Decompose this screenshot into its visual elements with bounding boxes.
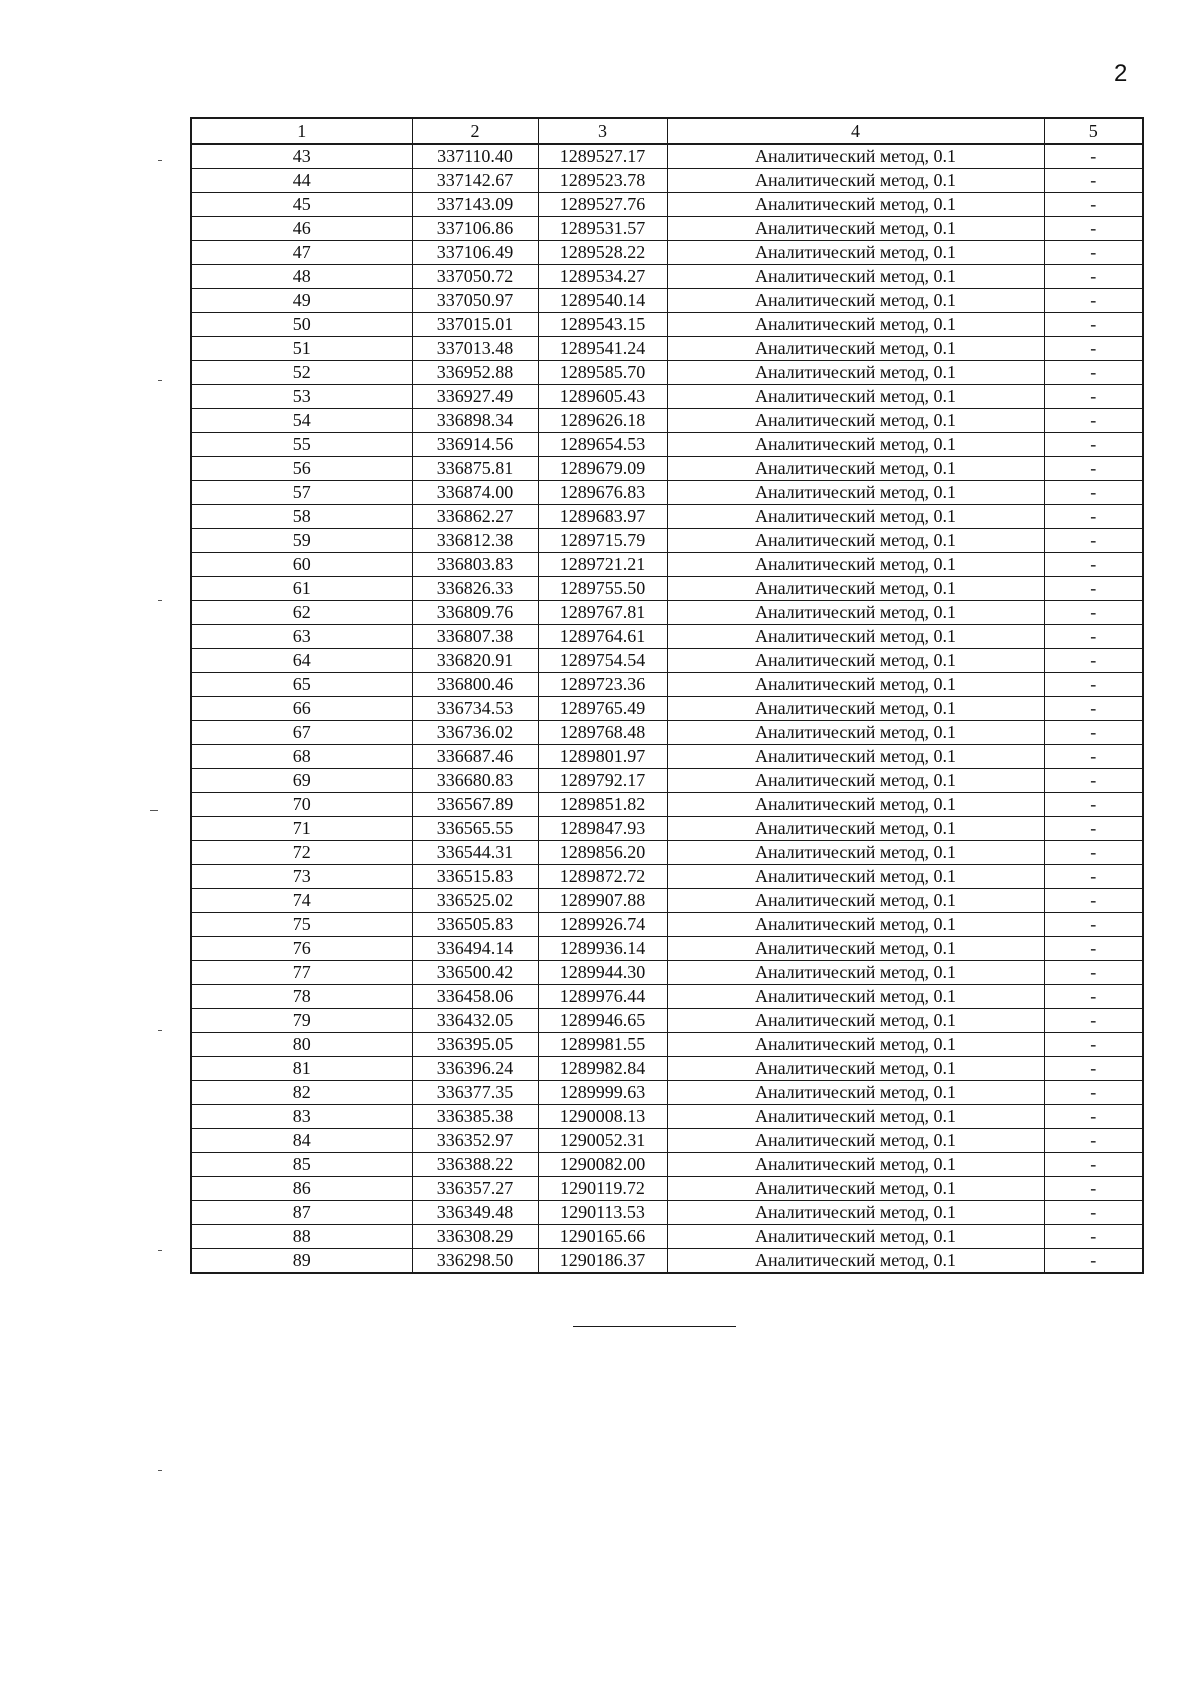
cell-coordinate-x: 336862.27 xyxy=(412,505,538,529)
table-row xyxy=(191,1081,1143,1105)
cell-coordinate-y: 1289847.93 xyxy=(538,817,667,841)
cell-method-accuracy: Аналитический метод, 0.1 xyxy=(667,577,1044,601)
cell-coordinate-y: 1290052.31 xyxy=(538,1129,667,1153)
cell-method-accuracy: Аналитический метод, 0.1 xyxy=(667,769,1044,793)
cell-point-number: 80 xyxy=(191,1033,412,1057)
cell-method-accuracy: Аналитический метод, 0.1 xyxy=(667,193,1044,217)
cell-coordinate-y: 1289626.18 xyxy=(538,409,667,433)
cell-coordinate-x: 336820.91 xyxy=(412,649,538,673)
cell-point-number: 78 xyxy=(191,985,412,1009)
cell-coordinate-y: 1289926.74 xyxy=(538,913,667,937)
cell-coordinate-y: 1289907.88 xyxy=(538,889,667,913)
cell-coordinate-y: 1289523.78 xyxy=(538,169,667,193)
cell-method-accuracy: Аналитический метод, 0.1 xyxy=(667,793,1044,817)
cell-coordinate-x: 336826.33 xyxy=(412,577,538,601)
cell-note: - xyxy=(1044,1033,1143,1057)
cell-note: - xyxy=(1044,553,1143,577)
table-row xyxy=(191,553,1143,577)
cell-point-number: 44 xyxy=(191,169,412,193)
table-row xyxy=(191,481,1143,505)
table-row xyxy=(191,721,1143,745)
cell-coordinate-x: 337142.67 xyxy=(412,169,538,193)
cell-coordinate-x: 336736.02 xyxy=(412,721,538,745)
cell-coordinate-y: 1289679.09 xyxy=(538,457,667,481)
cell-coordinate-y: 1289801.97 xyxy=(538,745,667,769)
cell-point-number: 89 xyxy=(191,1249,412,1274)
cell-note: - xyxy=(1044,913,1143,937)
cell-coordinate-x: 336349.48 xyxy=(412,1201,538,1225)
cell-coordinate-x: 336952.88 xyxy=(412,361,538,385)
cell-note: - xyxy=(1044,361,1143,385)
cell-coordinate-y: 1289944.30 xyxy=(538,961,667,985)
cell-note: - xyxy=(1044,769,1143,793)
cell-method-accuracy: Аналитический метод, 0.1 xyxy=(667,1009,1044,1033)
cell-coordinate-x: 336803.83 xyxy=(412,553,538,577)
cell-note: - xyxy=(1044,433,1143,457)
cell-note: - xyxy=(1044,1177,1143,1201)
cell-coordinate-y: 1289527.76 xyxy=(538,193,667,217)
cell-coordinate-x: 336432.05 xyxy=(412,1009,538,1033)
cell-coordinate-x: 336687.46 xyxy=(412,745,538,769)
cell-method-accuracy: Аналитический метод, 0.1 xyxy=(667,865,1044,889)
scan-speck xyxy=(158,600,162,601)
cell-coordinate-y: 1289676.83 xyxy=(538,481,667,505)
cell-coordinate-y: 1289768.48 xyxy=(538,721,667,745)
cell-point-number: 69 xyxy=(191,769,412,793)
cell-coordinate-x: 336298.50 xyxy=(412,1249,538,1274)
cell-coordinate-x: 336500.42 xyxy=(412,961,538,985)
table-row xyxy=(191,889,1143,913)
table-row xyxy=(191,1225,1143,1249)
table-row xyxy=(191,1009,1143,1033)
cell-note: - xyxy=(1044,457,1143,481)
column-header-4: 4 xyxy=(667,118,1044,144)
cell-coordinate-y: 1290186.37 xyxy=(538,1249,667,1274)
cell-point-number: 49 xyxy=(191,289,412,313)
cell-coordinate-x: 336812.38 xyxy=(412,529,538,553)
cell-point-number: 43 xyxy=(191,144,412,169)
cell-method-accuracy: Аналитический метод, 0.1 xyxy=(667,817,1044,841)
cell-point-number: 72 xyxy=(191,841,412,865)
table-row xyxy=(191,937,1143,961)
cell-coordinate-y: 1289534.27 xyxy=(538,265,667,289)
cell-coordinate-y: 1289654.53 xyxy=(538,433,667,457)
table-row xyxy=(191,1033,1143,1057)
cell-coordinate-y: 1289541.24 xyxy=(538,337,667,361)
cell-method-accuracy: Аналитический метод, 0.1 xyxy=(667,745,1044,769)
cell-note: - xyxy=(1044,241,1143,265)
cell-method-accuracy: Аналитический метод, 0.1 xyxy=(667,481,1044,505)
cell-method-accuracy: Аналитический метод, 0.1 xyxy=(667,1201,1044,1225)
table-body xyxy=(191,144,1143,1273)
table-row xyxy=(191,385,1143,409)
cell-coordinate-x: 336807.38 xyxy=(412,625,538,649)
cell-note: - xyxy=(1044,673,1143,697)
cell-coordinate-y: 1290165.66 xyxy=(538,1225,667,1249)
cell-method-accuracy: Аналитический метод, 0.1 xyxy=(667,289,1044,313)
cell-coordinate-x: 336377.35 xyxy=(412,1081,538,1105)
cell-method-accuracy: Аналитический метод, 0.1 xyxy=(667,1129,1044,1153)
cell-note: - xyxy=(1044,697,1143,721)
cell-coordinate-x: 336734.53 xyxy=(412,697,538,721)
cell-coordinate-x: 337106.86 xyxy=(412,217,538,241)
cell-method-accuracy: Аналитический метод, 0.1 xyxy=(667,457,1044,481)
cell-coordinate-x: 336914.56 xyxy=(412,433,538,457)
cell-coordinate-y: 1289755.50 xyxy=(538,577,667,601)
table-row xyxy=(191,577,1143,601)
cell-note: - xyxy=(1044,625,1143,649)
table-row xyxy=(191,769,1143,793)
table-row xyxy=(191,1153,1143,1177)
cell-coordinate-y: 1289946.65 xyxy=(538,1009,667,1033)
table-row xyxy=(191,601,1143,625)
cell-point-number: 75 xyxy=(191,913,412,937)
cell-note: - xyxy=(1044,505,1143,529)
table-row xyxy=(191,817,1143,841)
cell-point-number: 65 xyxy=(191,673,412,697)
cell-coordinate-y: 1289540.14 xyxy=(538,289,667,313)
cell-method-accuracy: Аналитический метод, 0.1 xyxy=(667,217,1044,241)
cell-point-number: 79 xyxy=(191,1009,412,1033)
cell-coordinate-y: 1289999.63 xyxy=(538,1081,667,1105)
cell-method-accuracy: Аналитический метод, 0.1 xyxy=(667,1249,1044,1274)
cell-point-number: 84 xyxy=(191,1129,412,1153)
cell-point-number: 62 xyxy=(191,601,412,625)
table-row xyxy=(191,649,1143,673)
cell-point-number: 74 xyxy=(191,889,412,913)
cell-coordinate-y: 1289543.15 xyxy=(538,313,667,337)
cell-method-accuracy: Аналитический метод, 0.1 xyxy=(667,1105,1044,1129)
cell-note: - xyxy=(1044,577,1143,601)
cell-coordinate-y: 1289605.43 xyxy=(538,385,667,409)
cell-coordinate-y: 1289723.36 xyxy=(538,673,667,697)
table-row xyxy=(191,361,1143,385)
cell-coordinate-x: 337050.72 xyxy=(412,265,538,289)
table-row xyxy=(191,289,1143,313)
cell-method-accuracy: Аналитический метод, 0.1 xyxy=(667,841,1044,865)
table-row xyxy=(191,193,1143,217)
cell-point-number: 56 xyxy=(191,457,412,481)
cell-note: - xyxy=(1044,265,1143,289)
cell-note: - xyxy=(1044,745,1143,769)
table-row xyxy=(191,1201,1143,1225)
cell-method-accuracy: Аналитический метод, 0.1 xyxy=(667,409,1044,433)
table-row xyxy=(191,169,1143,193)
cell-note: - xyxy=(1044,937,1143,961)
cell-note: - xyxy=(1044,385,1143,409)
table-row xyxy=(191,265,1143,289)
cell-note: - xyxy=(1044,865,1143,889)
cell-method-accuracy: Аналитический метод, 0.1 xyxy=(667,529,1044,553)
cell-coordinate-y: 1289851.82 xyxy=(538,793,667,817)
table-row xyxy=(191,841,1143,865)
cell-point-number: 60 xyxy=(191,553,412,577)
cell-coordinate-x: 337143.09 xyxy=(412,193,538,217)
cell-coordinate-x: 336809.76 xyxy=(412,601,538,625)
cell-coordinate-x: 336680.83 xyxy=(412,769,538,793)
cell-method-accuracy: Аналитический метод, 0.1 xyxy=(667,1081,1044,1105)
table-row xyxy=(191,1249,1143,1274)
cell-note: - xyxy=(1044,889,1143,913)
cell-method-accuracy: Аналитический метод, 0.1 xyxy=(667,673,1044,697)
cell-coordinate-x: 336875.81 xyxy=(412,457,538,481)
cell-note: - xyxy=(1044,1225,1143,1249)
table-row xyxy=(191,144,1143,169)
cell-coordinate-y: 1289765.49 xyxy=(538,697,667,721)
cell-point-number: 54 xyxy=(191,409,412,433)
cell-point-number: 57 xyxy=(191,481,412,505)
cell-coordinate-x: 336388.22 xyxy=(412,1153,538,1177)
cell-method-accuracy: Аналитический метод, 0.1 xyxy=(667,985,1044,1009)
cell-coordinate-y: 1289683.97 xyxy=(538,505,667,529)
cell-point-number: 51 xyxy=(191,337,412,361)
cell-coordinate-x: 337013.48 xyxy=(412,337,538,361)
cell-method-accuracy: Аналитический метод, 0.1 xyxy=(667,961,1044,985)
footer-divider xyxy=(573,1326,736,1327)
cell-point-number: 45 xyxy=(191,193,412,217)
cell-coordinate-y: 1289936.14 xyxy=(538,937,667,961)
cell-method-accuracy: Аналитический метод, 0.1 xyxy=(667,601,1044,625)
column-header-3: 3 xyxy=(538,118,667,144)
cell-note: - xyxy=(1044,169,1143,193)
cell-method-accuracy: Аналитический метод, 0.1 xyxy=(667,553,1044,577)
cell-point-number: 47 xyxy=(191,241,412,265)
cell-coordinate-y: 1290119.72 xyxy=(538,1177,667,1201)
cell-point-number: 76 xyxy=(191,937,412,961)
cell-point-number: 71 xyxy=(191,817,412,841)
cell-coordinate-x: 337015.01 xyxy=(412,313,538,337)
cell-coordinate-x: 336567.89 xyxy=(412,793,538,817)
table-row xyxy=(191,865,1143,889)
cell-note: - xyxy=(1044,1009,1143,1033)
cell-coordinate-y: 1289872.72 xyxy=(538,865,667,889)
cell-note: - xyxy=(1044,961,1143,985)
cell-point-number: 48 xyxy=(191,265,412,289)
cell-method-accuracy: Аналитический метод, 0.1 xyxy=(667,385,1044,409)
cell-coordinate-y: 1289585.70 xyxy=(538,361,667,385)
cell-point-number: 73 xyxy=(191,865,412,889)
table-row xyxy=(191,913,1143,937)
scan-speck xyxy=(158,380,162,381)
cell-method-accuracy: Аналитический метод, 0.1 xyxy=(667,1225,1044,1249)
scan-speck xyxy=(158,160,162,161)
cell-point-number: 70 xyxy=(191,793,412,817)
cell-note: - xyxy=(1044,1105,1143,1129)
cell-point-number: 53 xyxy=(191,385,412,409)
cell-note: - xyxy=(1044,337,1143,361)
cell-coordinate-x: 336395.05 xyxy=(412,1033,538,1057)
cell-method-accuracy: Аналитический метод, 0.1 xyxy=(667,721,1044,745)
cell-point-number: 81 xyxy=(191,1057,412,1081)
table-row xyxy=(191,505,1143,529)
cell-note: - xyxy=(1044,144,1143,169)
table-row xyxy=(191,1057,1143,1081)
cell-point-number: 63 xyxy=(191,625,412,649)
cell-coordinate-x: 336396.24 xyxy=(412,1057,538,1081)
cell-coordinate-y: 1289527.17 xyxy=(538,144,667,169)
cell-method-accuracy: Аналитический метод, 0.1 xyxy=(667,937,1044,961)
cell-coordinate-x: 336505.83 xyxy=(412,913,538,937)
coordinates-table xyxy=(190,117,1144,1274)
cell-coordinate-x: 336494.14 xyxy=(412,937,538,961)
cell-note: - xyxy=(1044,1057,1143,1081)
table-row xyxy=(191,697,1143,721)
cell-note: - xyxy=(1044,601,1143,625)
cell-coordinate-x: 337050.97 xyxy=(412,289,538,313)
table-row xyxy=(191,313,1143,337)
cell-point-number: 59 xyxy=(191,529,412,553)
cell-method-accuracy: Аналитический метод, 0.1 xyxy=(667,505,1044,529)
cell-note: - xyxy=(1044,1201,1143,1225)
cell-point-number: 50 xyxy=(191,313,412,337)
cell-coordinate-y: 1289531.57 xyxy=(538,217,667,241)
table-row xyxy=(191,745,1143,769)
cell-coordinate-y: 1289792.17 xyxy=(538,769,667,793)
cell-point-number: 61 xyxy=(191,577,412,601)
cell-coordinate-x: 337106.49 xyxy=(412,241,538,265)
cell-method-accuracy: Аналитический метод, 0.1 xyxy=(667,913,1044,937)
cell-coordinate-y: 1290082.00 xyxy=(538,1153,667,1177)
cell-coordinate-y: 1289764.61 xyxy=(538,625,667,649)
cell-method-accuracy: Аналитический метод, 0.1 xyxy=(667,889,1044,913)
table-row xyxy=(191,793,1143,817)
cell-note: - xyxy=(1044,409,1143,433)
table-row xyxy=(191,1105,1143,1129)
cell-point-number: 77 xyxy=(191,961,412,985)
cell-point-number: 67 xyxy=(191,721,412,745)
cell-coordinate-y: 1290113.53 xyxy=(538,1201,667,1225)
cell-point-number: 88 xyxy=(191,1225,412,1249)
table-row xyxy=(191,1129,1143,1153)
page-number: 2 xyxy=(1114,60,1128,87)
table-row xyxy=(191,217,1143,241)
scan-speck xyxy=(158,1030,162,1031)
cell-coordinate-y: 1289856.20 xyxy=(538,841,667,865)
table-row xyxy=(191,985,1143,1009)
cell-point-number: 86 xyxy=(191,1177,412,1201)
cell-coordinate-y: 1289982.84 xyxy=(538,1057,667,1081)
cell-coordinate-x: 336874.00 xyxy=(412,481,538,505)
cell-coordinate-x: 336898.34 xyxy=(412,409,538,433)
scan-speck xyxy=(158,1250,162,1251)
cell-coordinate-y: 1290008.13 xyxy=(538,1105,667,1129)
cell-coordinate-y: 1289721.21 xyxy=(538,553,667,577)
cell-point-number: 68 xyxy=(191,745,412,769)
cell-note: - xyxy=(1044,841,1143,865)
cell-coordinate-x: 336357.27 xyxy=(412,1177,538,1201)
cell-coordinate-y: 1289767.81 xyxy=(538,601,667,625)
column-header-5: 5 xyxy=(1044,118,1143,144)
table-row xyxy=(191,409,1143,433)
cell-method-accuracy: Аналитический метод, 0.1 xyxy=(667,649,1044,673)
cell-coordinate-x: 336544.31 xyxy=(412,841,538,865)
cell-point-number: 64 xyxy=(191,649,412,673)
cell-point-number: 46 xyxy=(191,217,412,241)
cell-method-accuracy: Аналитический метод, 0.1 xyxy=(667,1033,1044,1057)
cell-note: - xyxy=(1044,1081,1143,1105)
cell-coordinate-x: 336308.29 xyxy=(412,1225,538,1249)
cell-note: - xyxy=(1044,217,1143,241)
cell-coordinate-y: 1289528.22 xyxy=(538,241,667,265)
column-header-1: 1 xyxy=(191,118,412,144)
table-row xyxy=(191,625,1143,649)
table-row xyxy=(191,1177,1143,1201)
cell-method-accuracy: Аналитический метод, 0.1 xyxy=(667,241,1044,265)
cell-note: - xyxy=(1044,1153,1143,1177)
cell-point-number: 55 xyxy=(191,433,412,457)
cell-method-accuracy: Аналитический метод, 0.1 xyxy=(667,1153,1044,1177)
cell-point-number: 52 xyxy=(191,361,412,385)
cell-note: - xyxy=(1044,289,1143,313)
table-row xyxy=(191,457,1143,481)
cell-note: - xyxy=(1044,1129,1143,1153)
cell-point-number: 83 xyxy=(191,1105,412,1129)
cell-point-number: 58 xyxy=(191,505,412,529)
cell-method-accuracy: Аналитический метод, 0.1 xyxy=(667,625,1044,649)
cell-coordinate-x: 336927.49 xyxy=(412,385,538,409)
table-row xyxy=(191,241,1143,265)
cell-point-number: 82 xyxy=(191,1081,412,1105)
cell-coordinate-x: 336525.02 xyxy=(412,889,538,913)
cell-coordinate-x: 336352.97 xyxy=(412,1129,538,1153)
cell-method-accuracy: Аналитический метод, 0.1 xyxy=(667,313,1044,337)
cell-coordinate-x: 336515.83 xyxy=(412,865,538,889)
cell-method-accuracy: Аналитический метод, 0.1 xyxy=(667,1057,1044,1081)
cell-coordinate-y: 1289715.79 xyxy=(538,529,667,553)
table-row xyxy=(191,529,1143,553)
cell-note: - xyxy=(1044,313,1143,337)
cell-coordinate-y: 1289976.44 xyxy=(538,985,667,1009)
cell-note: - xyxy=(1044,721,1143,745)
cell-method-accuracy: Аналитический метод, 0.1 xyxy=(667,169,1044,193)
cell-note: - xyxy=(1044,193,1143,217)
cell-method-accuracy: Аналитический метод, 0.1 xyxy=(667,1177,1044,1201)
table-row xyxy=(191,961,1143,985)
cell-method-accuracy: Аналитический метод, 0.1 xyxy=(667,265,1044,289)
cell-note: - xyxy=(1044,649,1143,673)
cell-coordinate-y: 1289981.55 xyxy=(538,1033,667,1057)
table-row xyxy=(191,337,1143,361)
table-row xyxy=(191,433,1143,457)
cell-method-accuracy: Аналитический метод, 0.1 xyxy=(667,337,1044,361)
cell-note: - xyxy=(1044,1249,1143,1274)
cell-coordinate-x: 337110.40 xyxy=(412,144,538,169)
table-header-row xyxy=(191,118,1143,144)
cell-method-accuracy: Аналитический метод, 0.1 xyxy=(667,433,1044,457)
cell-note: - xyxy=(1044,481,1143,505)
cell-point-number: 85 xyxy=(191,1153,412,1177)
cell-coordinate-y: 1289754.54 xyxy=(538,649,667,673)
cell-point-number: 87 xyxy=(191,1201,412,1225)
cell-coordinate-x: 336565.55 xyxy=(412,817,538,841)
cell-note: - xyxy=(1044,817,1143,841)
cell-method-accuracy: Аналитический метод, 0.1 xyxy=(667,697,1044,721)
cell-note: - xyxy=(1044,793,1143,817)
cell-note: - xyxy=(1044,529,1143,553)
scan-speck xyxy=(150,810,158,811)
table-row xyxy=(191,673,1143,697)
cell-coordinate-x: 336458.06 xyxy=(412,985,538,1009)
column-header-2: 2 xyxy=(412,118,538,144)
cell-point-number: 66 xyxy=(191,697,412,721)
cell-coordinate-x: 336800.46 xyxy=(412,673,538,697)
cell-note: - xyxy=(1044,985,1143,1009)
cell-method-accuracy: Аналитический метод, 0.1 xyxy=(667,144,1044,169)
scan-speck xyxy=(158,1470,162,1471)
cell-method-accuracy: Аналитический метод, 0.1 xyxy=(667,361,1044,385)
cell-coordinate-x: 336385.38 xyxy=(412,1105,538,1129)
